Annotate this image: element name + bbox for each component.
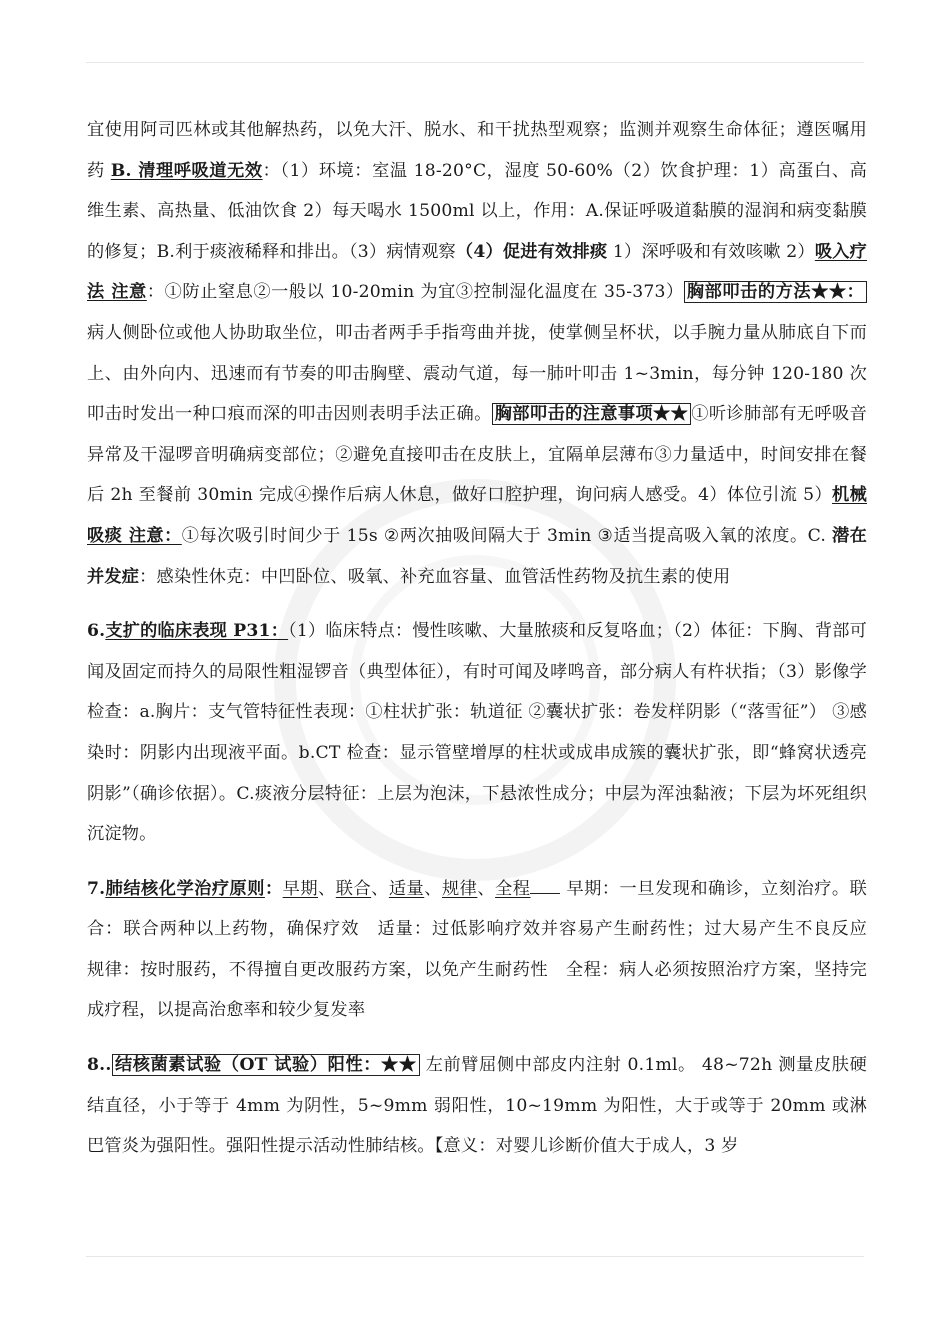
text-run: 、 xyxy=(477,878,496,899)
text-run: 早期 xyxy=(282,878,319,899)
text-run xyxy=(530,879,560,894)
text-run: 病人侧卧位或他人协助取坐位，叩击者两手手指弯曲并拢，使掌侧呈杯状，以手腕力量从肺底自下而上、由外向内、迅速而有节奏的叩击胸壁、震动气道，每一肺叶叩击 1~3min，每分钟 120-180 次叩击时发出一种口痕而深的叩击因则表明手法正确。 xyxy=(87,322,867,425)
text-run: （1）临床特点：慢性咳嗽、大量脓痰和反复咯血；（2）体征：下胸、背部可闻及固定而持久的局限性粗湿锣音（典型体征），有时可闻及哮鸣音，部分病人有杵状指；（3）影像学检查：a.胸片：支气管特征性表现：①柱状扩张：轨道征 ②囊状扩张：卷发样阴影（“落雪征”） ③感染时：阴影内出现液平面。b.CT 检查：显示管壁增厚的柱状或成串成簇的囊状扩张，即“蜂窝状透亮阴影”（确诊依据）。C.痰液分层特征：上层为泡沫，下悬浓性成分；中层为浑浊黏液；下层为坏死组织沉淀物。 xyxy=(87,621,867,845)
text-run: ①听诊肺部有无呼吸音异常及干湿啰音明确病变部位；②避免直接叩击在皮肤上，宜隔单层薄布③力量适中，时间安排在餐后 2h 至餐前 30min 完成④操作后病人休息，做好口腔护理，询问病人感受。4）体位引流 5） xyxy=(87,404,867,506)
document-body xyxy=(87,110,885,1167)
top-rule xyxy=(86,62,864,63)
bottom-rule xyxy=(86,1256,864,1257)
text-run: 联合 xyxy=(335,878,372,899)
text-run: 支扩的临床表现 P31： xyxy=(105,621,289,642)
text-run: 早期：一旦发现和确诊，立刻治疗。联合：联合两种以上药物，确保疗效 适量：过低影响疗效并容易产生耐药性；过大易产生不良反应 规律：按时服药，不得擅自更改服药方案，以免产生耐药性 全程：病人必须按照治疗方案，坚持完成疗程，以提高治愈率和较少复发率 xyxy=(87,878,885,1021)
text-run: 、 xyxy=(424,878,442,899)
text-run: ： xyxy=(264,878,283,899)
text-run: 结核菌素试验（OT 试验）阳性：★★ xyxy=(112,1054,420,1076)
text-run: 胸部叩击的注意事项★★ xyxy=(492,403,692,425)
paragraph-tb-chemotherapy xyxy=(87,869,885,1031)
text-run: （4）促进有效排痰 xyxy=(455,241,608,262)
paragraph-tuberculin-test xyxy=(87,1045,867,1167)
text-run: 胸部叩击的方法★★： xyxy=(684,281,867,303)
text-run: 宜使用阿司匹林或其他解热药，以免大汗、脱水、和干扰热型观察；监测并观察生命体征；遵医嘱用药 xyxy=(87,120,867,181)
text-run: 潜在并发症 xyxy=(87,525,867,587)
text-run: ：感染性休克：中凹卧位、吸氧、补充血容量、血管活性药物及抗生素的使用 xyxy=(139,566,731,587)
paragraph-bronchiectasis xyxy=(87,611,867,855)
text-run: 8.. xyxy=(87,1055,112,1076)
text-run: 6. xyxy=(87,621,106,642)
text-run: 全程 xyxy=(495,878,531,899)
text-run: 机械吸痰 注意： xyxy=(87,485,867,546)
text-run: 1）深呼吸和有效咳嗽 2） xyxy=(607,241,815,262)
text-run: 规律 xyxy=(441,878,478,899)
text-run: ：①防止窒息②一般以 10-20min 为宜③控制湿化温度在 35-373） xyxy=(146,282,684,303)
text-run: 吸入疗法 注意 xyxy=(87,241,868,303)
text-run: 、 xyxy=(371,878,389,899)
text-run: ①每次吸引时间少于 15s ②两次抽吸间隔大于 3min ③适当提高吸入氧的浓度。C. xyxy=(181,525,832,546)
text-run: B. 清理呼吸道无效 xyxy=(110,160,263,181)
paragraph-respiratory-care xyxy=(87,110,867,597)
text-run: 左前臂屈侧中部皮内注射 0.1ml。 48~72h 测量皮肤硬结直径，小于等于 4mm 为阴性，5~9mm 弱阳性，10~19mm 为阳性，大于或等于 20mm 或淋巴管炎为强阳性。强阳性提示活动性肺结核。【意义：对婴儿诊断价值大于成人，3 岁 xyxy=(87,1055,867,1157)
text-run: 7. xyxy=(87,878,106,899)
text-run: 适量 xyxy=(388,878,425,899)
text-run: ：（1）环境：室温 18-20°C，湿度 50-60%（2）饮食护理：1）高蛋白、高维生素、高热量、低油饮食 2）每天喝水 1500ml 以上，作用：A.保证呼吸道黏膜的湿润和病变黏膜的修复；B.利于痰液稀释和排出。（3）病情观察 xyxy=(87,160,867,262)
text-run: 肺结核化学治疗原则 xyxy=(105,878,265,899)
text-run: 、 xyxy=(318,878,336,899)
